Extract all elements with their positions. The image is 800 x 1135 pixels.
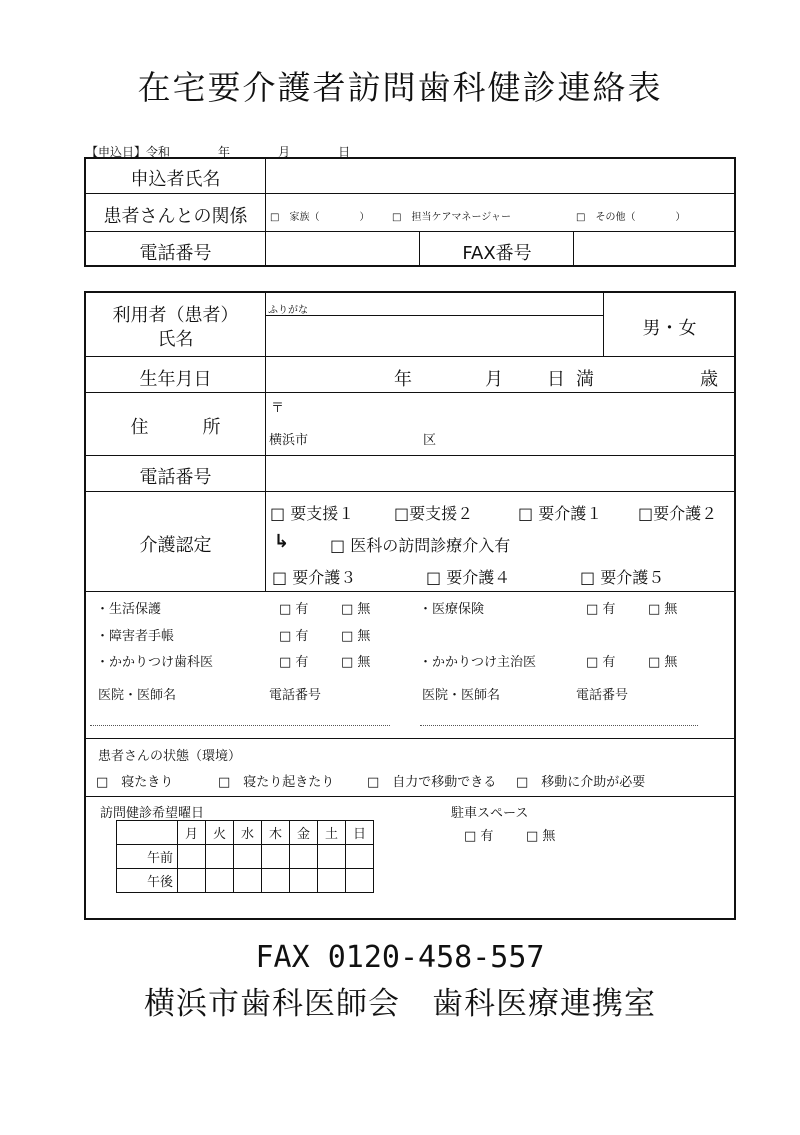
doctor-clinic-label: 医院・医師名 <box>422 688 501 703</box>
care-label: 介護認定 <box>139 535 212 556</box>
dentist-label: ・かかりつけ歯科医 <box>96 655 214 670</box>
schedule-corner <box>117 821 178 845</box>
dentist-clinic-label: 医院・医師名 <box>98 688 177 703</box>
welfare-yes-checkbox[interactable]: □ 有 <box>279 602 309 617</box>
disability-yes-checkbox[interactable]: □ 有 <box>279 629 309 644</box>
doctor-yes-checkbox[interactable]: □ 有 <box>586 655 616 670</box>
schedule-label: 訪問健診希望曜日 <box>100 806 205 821</box>
day-thu: 木 <box>262 821 290 845</box>
am-sun-cell[interactable] <box>346 845 374 869</box>
patient-phone-field[interactable] <box>267 457 734 491</box>
address-city: 横浜市 <box>269 433 309 448</box>
relation-label: 患者さんとの関係 <box>103 206 248 227</box>
doctor-phone-label: 電話番号 <box>576 688 629 703</box>
condition-bedridden-checkbox[interactable]: □ 寝たきり <box>96 775 174 790</box>
patient-name-label-2: 氏名 <box>157 329 194 350</box>
parking-yes-checkbox[interactable]: □ 有 <box>464 829 494 844</box>
care-level-3-checkbox[interactable]: □ 要介護３ <box>272 568 357 587</box>
welfare-no-checkbox[interactable]: □ 無 <box>341 602 371 617</box>
day-fri: 金 <box>290 821 318 845</box>
am-fri-cell[interactable] <box>290 845 318 869</box>
am-sat-cell[interactable] <box>318 845 346 869</box>
applicant-fax-label: FAX番号 <box>462 243 532 264</box>
pm-fri-cell[interactable] <box>290 869 318 893</box>
care-level-4-checkbox[interactable]: □ 要介護４ <box>426 568 511 587</box>
care-level-2-checkbox[interactable]: □要介護２ <box>638 504 718 523</box>
care-level-1-checkbox[interactable]: □ 要介護１ <box>518 504 603 523</box>
birth-month: 月 <box>485 369 503 390</box>
applicant-name-label: 申込者氏名 <box>130 169 221 190</box>
pm-tue-cell[interactable] <box>206 869 234 893</box>
condition-assist-checkbox[interactable]: □ 移動に介助が必要 <box>516 775 646 790</box>
doctor-no-checkbox[interactable]: □ 無 <box>648 655 678 670</box>
condition-label: 患者さんの状態（環境） <box>98 749 242 764</box>
birth-label: 生年月日 <box>139 369 212 390</box>
patient-name-field[interactable] <box>267 317 603 356</box>
care-support-1-checkbox[interactable]: □ 要支援１ <box>270 504 355 523</box>
am-wed-cell[interactable] <box>234 845 262 869</box>
doctor-label: ・かかりつけ主治医 <box>419 655 537 670</box>
birth-day: 日 <box>547 369 565 390</box>
pm-wed-cell[interactable] <box>234 869 262 893</box>
welfare-label: ・生活保護 <box>96 602 162 617</box>
day-mon: 月 <box>178 821 206 845</box>
dentist-no-checkbox[interactable]: □ 無 <box>341 655 371 670</box>
arrow-icon: ↳ <box>274 531 290 552</box>
disability-label: ・障害者手帳 <box>96 629 175 644</box>
am-label: 午前 <box>117 845 178 869</box>
furigana-label: ふりがな <box>268 305 308 316</box>
parking-label: 駐車スペース <box>451 806 529 821</box>
dentist-yes-checkbox[interactable]: □ 有 <box>279 655 309 670</box>
pm-thu-cell[interactable] <box>262 869 290 893</box>
relation-family-checkbox[interactable]: □ 家族（ ） <box>270 212 370 223</box>
care-level-5-checkbox[interactable]: □ 要介護５ <box>580 568 665 587</box>
patient-phone-label: 電話番号 <box>139 467 212 488</box>
apply-date-label: 【申込日】令和 <box>86 145 171 159</box>
day-wed: 水 <box>234 821 262 845</box>
relation-other-checkbox[interactable]: □ その他（ ） <box>576 212 686 223</box>
footer-org: 横浜市歯科医師会 歯科医療連携室 <box>144 986 656 1022</box>
medical-insurance-label: ・医療保険 <box>419 602 485 617</box>
pm-sat-cell[interactable] <box>318 869 346 893</box>
footer-fax: FAX 0120-458-557 <box>255 940 545 975</box>
apply-date-month: 月 <box>278 145 291 159</box>
age-prefix: 満 <box>576 369 594 390</box>
pm-sun-cell[interactable] <box>346 869 374 893</box>
condition-partial-checkbox[interactable]: □ 寝たり起きたり <box>218 775 335 790</box>
sex-selector[interactable]: 男・女 <box>642 318 697 339</box>
parking-no-checkbox[interactable]: □ 無 <box>526 829 556 844</box>
apply-date-day: 日 <box>338 145 351 159</box>
day-tue: 火 <box>206 821 234 845</box>
dentist-phone-label: 電話番号 <box>269 688 322 703</box>
disability-no-checkbox[interactable]: □ 無 <box>341 629 371 644</box>
patient-name-label-1: 利用者（患者） <box>112 305 239 326</box>
postal-mark: 〒 <box>271 401 285 416</box>
address-label: 住 所 <box>130 417 221 438</box>
am-thu-cell[interactable] <box>262 845 290 869</box>
dentist-info-line[interactable] <box>90 725 390 726</box>
applicant-table <box>84 157 736 267</box>
day-sat: 土 <box>318 821 346 845</box>
condition-self-move-checkbox[interactable]: □ 自力で移動できる <box>367 775 497 790</box>
medical-insurance-no-checkbox[interactable]: □ 無 <box>648 602 678 617</box>
address-ward: 区 <box>423 433 437 448</box>
applicant-fax-field[interactable] <box>575 233 734 265</box>
apply-date-year: 年 <box>218 145 231 159</box>
page-title: 在宅要介護者訪問歯科健診連絡表 <box>137 68 663 107</box>
care-support-2-checkbox[interactable]: □要支援２ <box>394 504 474 523</box>
applicant-phone-field[interactable] <box>267 233 419 265</box>
am-mon-cell[interactable] <box>178 845 206 869</box>
schedule-table <box>116 820 374 893</box>
day-sun: 日 <box>346 821 374 845</box>
birth-year: 年 <box>394 369 412 390</box>
pm-mon-cell[interactable] <box>178 869 206 893</box>
doctor-info-line[interactable] <box>420 725 698 726</box>
am-tue-cell[interactable] <box>206 845 234 869</box>
care-medical-checkbox[interactable]: □ 医科の訪問診療介入有 <box>330 536 511 555</box>
applicant-name-field[interactable] <box>267 159 734 193</box>
relation-manager-checkbox[interactable]: □ 担当ケアマネージャー <box>392 212 512 223</box>
age-suffix: 歳 <box>700 369 718 390</box>
pm-label: 午後 <box>117 869 178 893</box>
medical-insurance-yes-checkbox[interactable]: □ 有 <box>586 602 616 617</box>
applicant-phone-label: 電話番号 <box>139 243 212 264</box>
